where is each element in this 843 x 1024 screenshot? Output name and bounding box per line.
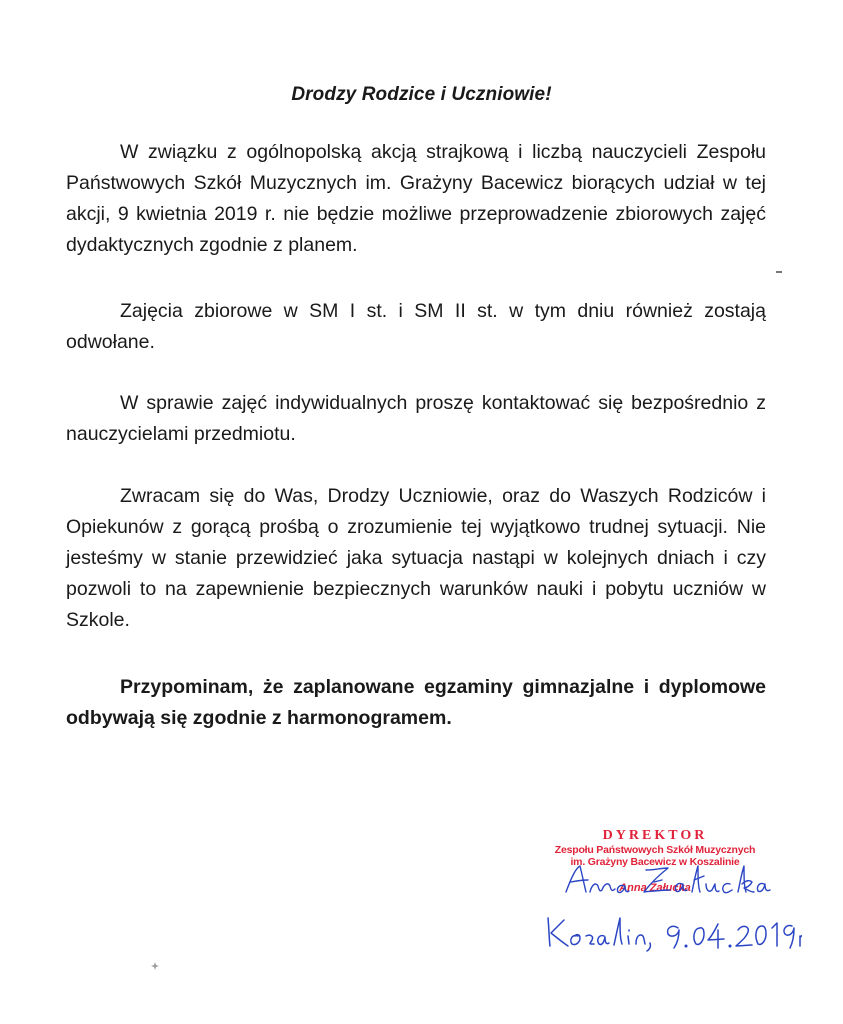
paragraph-text: W sprawie zajęć indywidualnych proszę kontaktować się bezpośrednio z nauczycielami przedmiotu. <box>66 392 766 445</box>
paragraph-appeal <box>66 481 766 636</box>
paragraph-text: Przypominam, że zaplanowane egzaminy gimnazjalne i dyplomowe odbywają się zgodnie z harmonogramem. <box>66 676 766 729</box>
paragraph-group-classes <box>66 296 766 358</box>
paragraph-exams-reminder <box>66 672 766 734</box>
paragraph-strike-notice <box>66 137 766 261</box>
stamp-school-line: im. Grażyny Bacewicz w Koszalinie <box>570 856 740 868</box>
stamp-director-name: Anna Załucka <box>619 882 691 894</box>
handwritten-signature <box>558 862 778 902</box>
paragraph-individual-classes <box>66 388 766 450</box>
handwritten-place-date <box>542 912 802 952</box>
paragraph-text: W związku z ogólnopolską akcją strajkową i liczbą nauczycieli Zespołu Państwowych Szkół Muzycznych im. Grażyny Bacewicz biorących udział w tej akcji, 9 kwietnia 2019 r. nie będzie możliwe przeprowadzenie zbiorowych zajęć dydaktycznych zgodnie z planem. <box>66 141 766 256</box>
paragraph-text: Zwracam się do Was, Drodzy Uczniowie, oraz do Waszych Rodziców i Opiekunów z gorącą prośbą o zrozumienie tej wyjątkowo trudnej sytuacji. Nie jesteśmy w stanie przewidzieć jaka sytuacja nastąpi w kolejnych dniach i czy pozwoli to na zapewnienie bezpiecznych warunków nauki i pobytu uczniów w Szkole. <box>66 485 766 631</box>
letter-heading: Drodzy Rodzice i Uczniowie! <box>291 84 552 105</box>
scan-mark <box>776 271 782 273</box>
scan-speck <box>151 962 159 970</box>
paragraph-text: Zajęcia zbiorowe w SM I st. i SM II st. w tym dniu również zostają odwołane. <box>66 300 766 353</box>
stamp-school-line: Zespołu Państwowych Szkół Muzycznych <box>554 844 756 856</box>
stamp-title: DYREKTOR <box>602 828 708 843</box>
